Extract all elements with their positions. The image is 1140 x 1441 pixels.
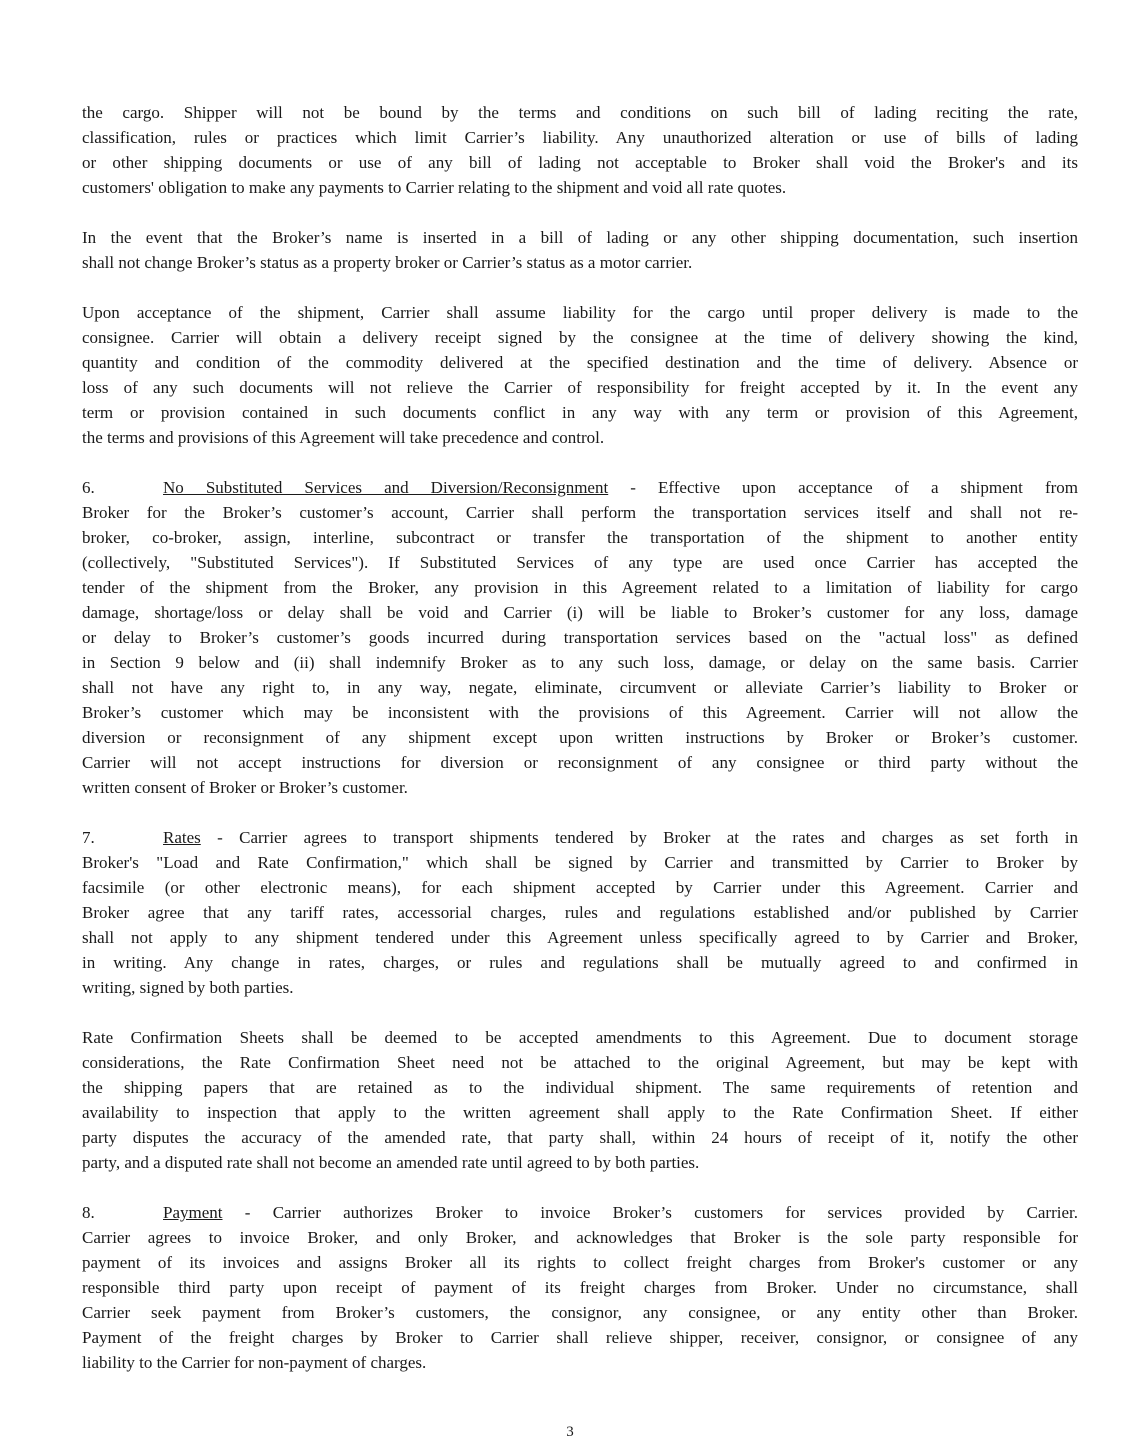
text-line: or other shipping documents or use of any bill of lading not acceptable to Broker shall void the Broker's and its (82, 153, 1078, 172)
text-line: consignee. Carrier will obtain a delivery receipt signed by the consignee at the time of delivery showing the kind, (82, 328, 1078, 347)
text-line: or delay to Broker’s customer’s goods incurred during transportation services based on the "actual loss" as defined (82, 628, 1078, 647)
text-line: responsible third party upon receipt of payment of its freight charges from Broker. Under no circumstance, shall (82, 1278, 1078, 1297)
numbered-section (82, 1200, 1078, 1375)
section-number: 7. (82, 828, 95, 847)
text-line: damage, shortage/loss or delay shall be void and Carrier (i) will be liable to Broker’s customer for any loss, damage (82, 603, 1078, 622)
text-line: classification, rules or practices which limit Carrier’s liability. Any unauthorized alteration or use of bills of lading (82, 128, 1078, 147)
text-line: party, and a disputed rate shall not become an amended rate until agreed to by both parties. (82, 1153, 700, 1172)
paragraph (82, 300, 1078, 450)
section-number: 8. (82, 1203, 95, 1222)
text-line: customers' obligation to make any payments to Carrier relating to the shipment and void all rate quotes. (82, 178, 787, 197)
text-line: tender of the shipment from the Broker, any provision in this Agreement related to a limitation of liability for cargo (82, 578, 1078, 597)
text-line: quantity and condition of the commodity delivered at the specified destination and the time of delivery. Absence or (82, 353, 1078, 372)
text-line: the terms and provisions of this Agreement will take precedence and control. (82, 428, 605, 447)
numbered-section (82, 475, 1078, 800)
text-line: Broker’s customer which may be inconsistent with the provisions of this Agreement. Carrier will not allow the (82, 703, 1078, 722)
text-line: the cargo. Shipper will not be bound by the terms and conditions on such bill of lading reciting the rate, (82, 103, 1078, 122)
text-line: Carrier will not accept instructions for diversion or reconsignment of any consignee or third party without the (82, 753, 1078, 772)
paragraph (82, 1025, 1078, 1175)
text-line: Rate Confirmation Sheets shall be deemed to be accepted amendments to this Agreement. Due to document storage (82, 1028, 1078, 1047)
text-line: Carrier agrees to invoice Broker, and only Broker, and acknowledges that Broker is the sole party responsible for (82, 1228, 1078, 1247)
section-first-line-text: - Carrier authorizes Broker to invoice Broker’s customers for services provided by Carrier. (222, 1203, 1078, 1222)
text-line: facsimile (or other electronic means), for each shipment accepted by Carrier under this Agreement. Carrier and (82, 878, 1078, 897)
text-line: (collectively, "Substituted Services"). If Substituted Services of any type are used once Carrier has accepted the (82, 553, 1078, 572)
page-number: 3 (566, 1424, 574, 1440)
text-line: In the event that the Broker’s name is inserted in a bill of lading or any other shipping documentation, such insertion (82, 228, 1078, 247)
text-line: written consent of Broker or Broker’s customer. (82, 778, 408, 797)
section-first-line (82, 475, 1078, 500)
text-line: Broker agree that any tariff rates, accessorial charges, rules and regulations established and/or published by Carrier (82, 903, 1078, 922)
text-line: term or provision contained in such documents conflict in any way with any term or provision of this Agreement, (82, 403, 1078, 422)
section-heading: No Substituted Services and Diversion/Reconsignment (163, 478, 609, 497)
section-number: 6. (82, 478, 95, 497)
section-first-line-text: - Effective upon acceptance of a shipment from (608, 478, 1078, 497)
paragraph (82, 225, 1078, 275)
numbered-section (82, 825, 1078, 1000)
text-line: broker, co-broker, assign, interline, subcontract or transfer the transportation of the shipment to another entity (82, 528, 1078, 547)
section-heading: Payment (163, 1203, 223, 1222)
text-line: in Section 9 below and (ii) shall indemnify Broker as to any such loss, damage, or delay on the same basis. Carrier (82, 653, 1078, 672)
text-line: liability to the Carrier for non-payment of charges. (82, 1353, 427, 1372)
text-line: Broker's "Load and Rate Confirmation," which shall be signed by Carrier and transmitted by Carrier to Broker by (82, 853, 1078, 872)
text-line: in writing. Any change in rates, charges, or rules and regulations shall be mutually agreed to and confirmed in (82, 953, 1078, 972)
paragraph (82, 100, 1078, 200)
text-line: shall not apply to any shipment tendered under this Agreement unless specifically agreed to by Carrier and Broker, (82, 928, 1078, 947)
text-line: shall not have any right to, in any way, negate, eliminate, circumvent or alleviate Carrier’s liability to Broker or (82, 678, 1078, 697)
section-first-line (82, 1200, 1078, 1225)
text-line: payment of its invoices and assigns Broker all its rights to collect freight charges from Broker's customer or any (82, 1253, 1078, 1272)
text-line: Carrier seek payment from Broker’s customers, the consignor, any consignee, or any entity other than Broker. (82, 1303, 1078, 1322)
text-line: writing, signed by both parties. (82, 978, 294, 997)
document-body (82, 100, 1078, 1400)
text-line: considerations, the Rate Confirmation Sheet need not be attached to the original Agreement, but may be kept with (82, 1053, 1078, 1072)
section-first-line (82, 825, 1078, 850)
text-line: Payment of the freight charges by Broker to Carrier shall relieve shipper, receiver, consignor, or consignee of any (82, 1328, 1078, 1347)
text-line: the shipping papers that are retained as to the individual shipment. The same requirements of retention and (82, 1078, 1078, 1097)
text-line: shall not change Broker’s status as a property broker or Carrier’s status as a motor carrier. (82, 253, 693, 272)
text-line: loss of any such documents will not relieve the Carrier of responsibility for freight accepted by it. In the event any (82, 378, 1078, 397)
text-line: availability to inspection that apply to the written agreement shall apply to the Rate Confirmation Sheet. If either (82, 1103, 1078, 1122)
text-line: party disputes the accuracy of the amended rate, that party shall, within 24 hours of receipt of it, notify the other (82, 1128, 1078, 1147)
section-first-line-text: - Carrier agrees to transport shipments tendered by Broker at the rates and charges as set forth in (200, 828, 1078, 847)
text-line: diversion or reconsignment of any shipment except upon written instructions by Broker or Broker’s customer. (82, 728, 1078, 747)
section-heading: Rates (163, 828, 201, 847)
text-line: Broker for the Broker’s customer’s account, Carrier shall perform the transportation services itself and shall not re- (82, 503, 1078, 522)
text-line: Upon acceptance of the shipment, Carrier shall assume liability for the cargo until proper delivery is made to the (82, 303, 1078, 322)
